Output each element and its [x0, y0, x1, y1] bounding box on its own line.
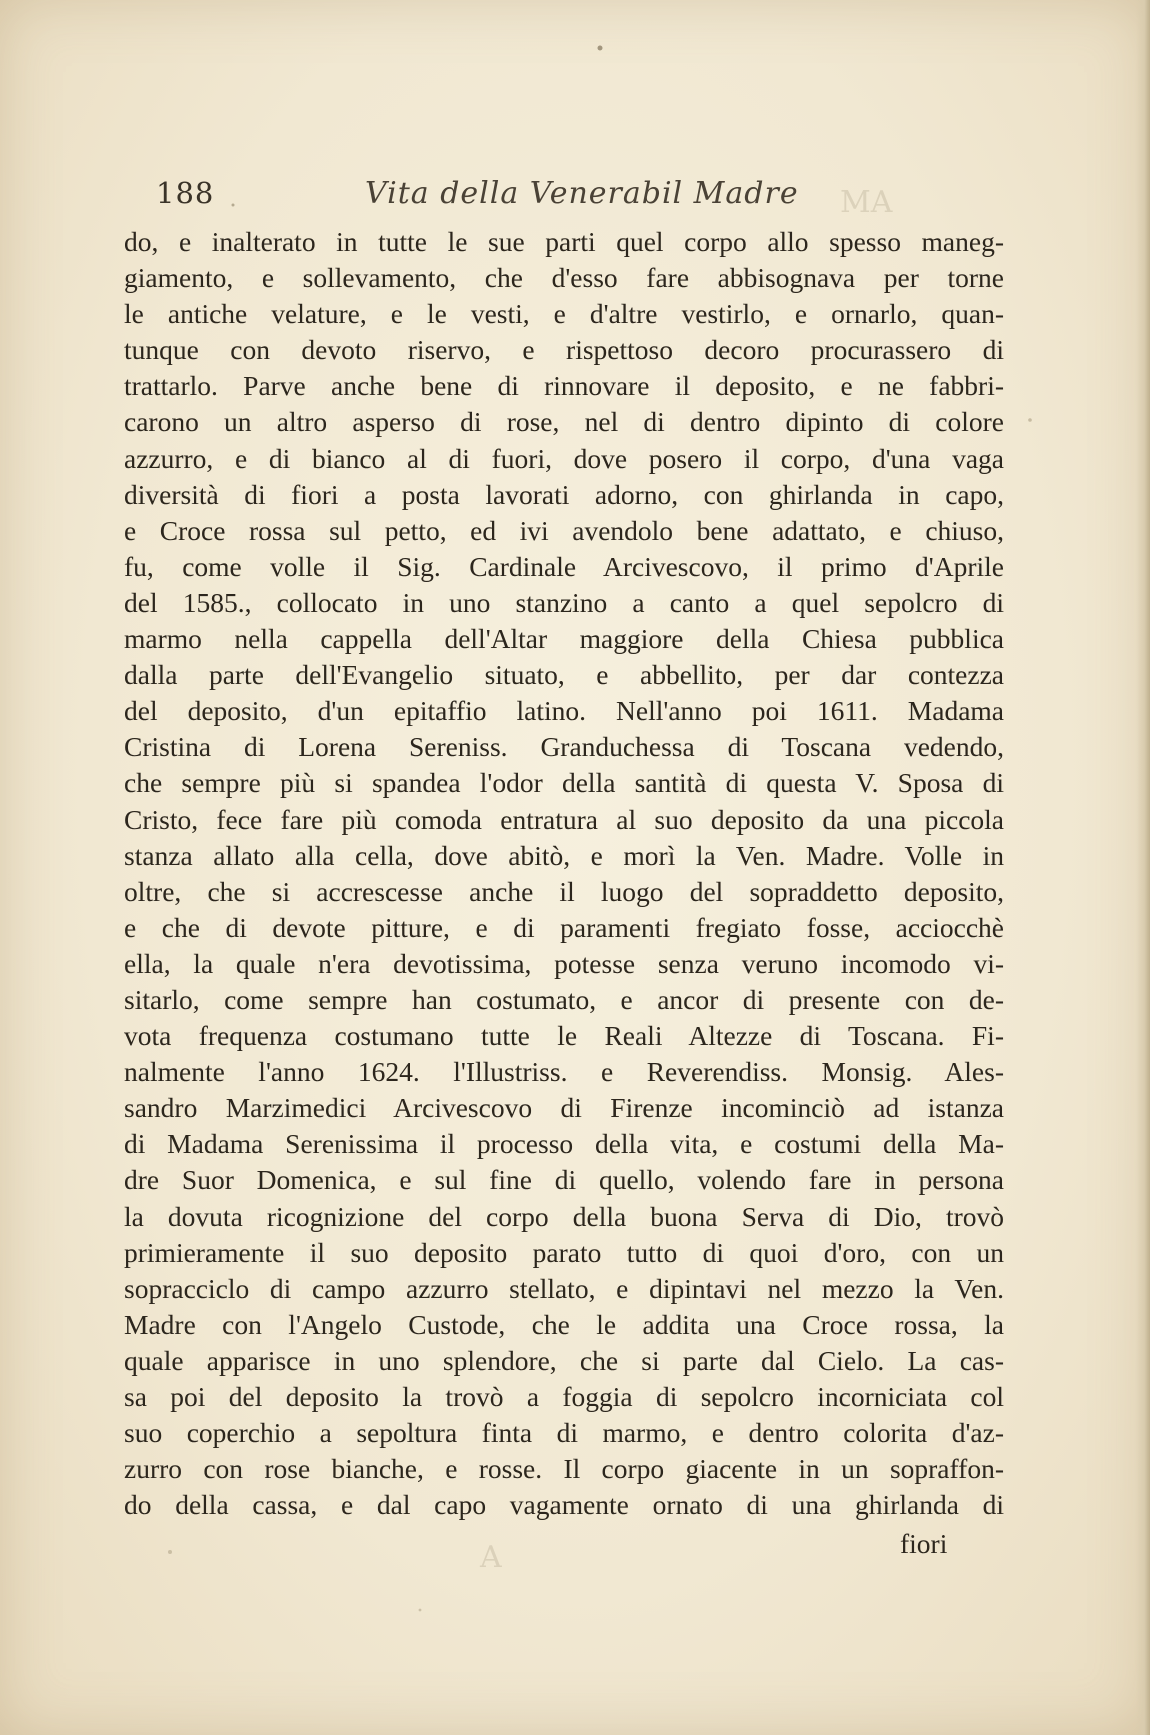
catchword: fiori: [900, 1528, 948, 1559]
text-line: marmo nella cappella dell'Altar maggiore della Chiesa pubblica: [124, 623, 1004, 655]
text-line: dalla parte dell'Evangelio situato, e abbellito, per dar contezza: [124, 659, 1004, 691]
text-line: di Madama Serenissima il processo della vita, e costumi della Ma-: [124, 1128, 1004, 1160]
show-through-text: A: [480, 1540, 502, 1575]
text-line: trattarlo. Parve anche bene di rinnovare il deposito, e ne fabbri-: [124, 370, 1004, 402]
text-line: zurro con rose bianche, e rosse. Il corpo giacente in un sopraffon-: [124, 1453, 1004, 1485]
text-line: le antiche velature, e le vesti, e d'altre vestirlo, e ornarlo, quan-: [124, 298, 1004, 330]
text-line: do della cassa, e dal capo vagamente ornato di una ghirlanda di: [124, 1489, 1004, 1521]
text-line: nalmente l'anno 1624. l'Illustriss. e Reverendiss. Monsig. Ales-: [124, 1056, 1004, 1088]
text-line: tunque con devoto riservo, e rispettoso decoro procurassero di: [124, 334, 1004, 366]
text-line: fu, come volle il Sig. Cardinale Arcivescovo, il primo d'Aprile: [124, 550, 1004, 582]
show-through-text: MA: [840, 185, 893, 220]
text-line: carono un altro asperso di rose, nel di dentro dipinto di colore: [124, 406, 1004, 438]
text-line: stanza allato alla cella, dove abitò, e morì la Ven. Madre. Volle in: [124, 839, 1004, 871]
text-line: giamento, e sollevamento, che d'esso fare abbisognava per torne: [124, 262, 1004, 294]
text-line: sitarlo, come sempre han costumato, e ancor di presente con de-: [124, 983, 1004, 1015]
body-text: [124, 224, 1004, 1523]
text-line: la dovuta ricognizione del corpo della buona Serva di Dio, trovò: [124, 1200, 1004, 1232]
text-line: dre Suor Domenica, e sul fine di quello, volendo fare in persona: [124, 1164, 1004, 1196]
text-line: do, e inalterato in tutte le sue parti quel corpo allo spesso maneg-: [124, 226, 1004, 257]
text-line: sopracciclo di campo azzurro stellato, e dipintavi nel mezzo la Ven.: [124, 1272, 1004, 1304]
text-line: che sempre più si spandea l'odor della santità di questa V. Sposa di: [124, 767, 1004, 799]
text-line: e che di devote pitture, e di paramenti fregiato fosse, acciocchè: [124, 911, 1004, 943]
text-line: Cristo, fece fare più comoda entratura al suo deposito da una piccola: [124, 803, 1004, 835]
text-line: ella, la quale n'era devotissima, potesse senza veruno incomodo vi-: [124, 947, 1004, 979]
text-line: oltre, che si accrescesse anche il luogo del sopraddetto deposito,: [124, 875, 1004, 907]
text-line: quale apparisce in uno splendore, che si parte dal Cielo. La cas-: [124, 1344, 1004, 1376]
page-number: 188: [156, 176, 215, 210]
running-head: Vita della Venerabil Madre: [365, 176, 799, 211]
text-line: sa poi del deposito la trovò a foggia di sepolcro incorniciata col: [124, 1381, 1004, 1412]
text-line: e Croce rossa sul petto, ed ivi avendolo bene adattato, e chiuso,: [124, 514, 1004, 546]
text-line: diversità di fiori a posta lavorati adorno, con ghirlanda in capo,: [124, 478, 1004, 510]
text-line: suo coperchio a sepoltura finta di marmo, e dentro colorita d'az-: [124, 1417, 1004, 1449]
text-line: Madre con l'Angelo Custode, che le addita una Croce rossa, la: [124, 1308, 1004, 1340]
page-header: [150, 176, 1010, 220]
page-edge: [1136, 0, 1150, 1735]
text-line: azzurro, e di bianco al di fuori, dove posero il corpo, d'una vaga: [124, 442, 1004, 474]
text-line: vota frequenza costumano tutte le Reali Altezze di Toscana. Fi-: [124, 1020, 1004, 1052]
text-line: sandro Marzimedici Arcivescovo di Firenze incominciò ad istanza: [124, 1092, 1004, 1124]
text-line: primieramente il suo deposito parato tutto di quoi d'oro, con un: [124, 1236, 1004, 1268]
text-line: del deposito, d'un epitaffio latino. Nell'anno poi 1611. Madama: [124, 695, 1004, 727]
text-line: del 1585., collocato in uno stanzino a canto a quel sepolcro di: [124, 586, 1004, 618]
text-line: Cristina di Lorena Sereniss. Granduchessa di Toscana vedendo,: [124, 731, 1004, 763]
